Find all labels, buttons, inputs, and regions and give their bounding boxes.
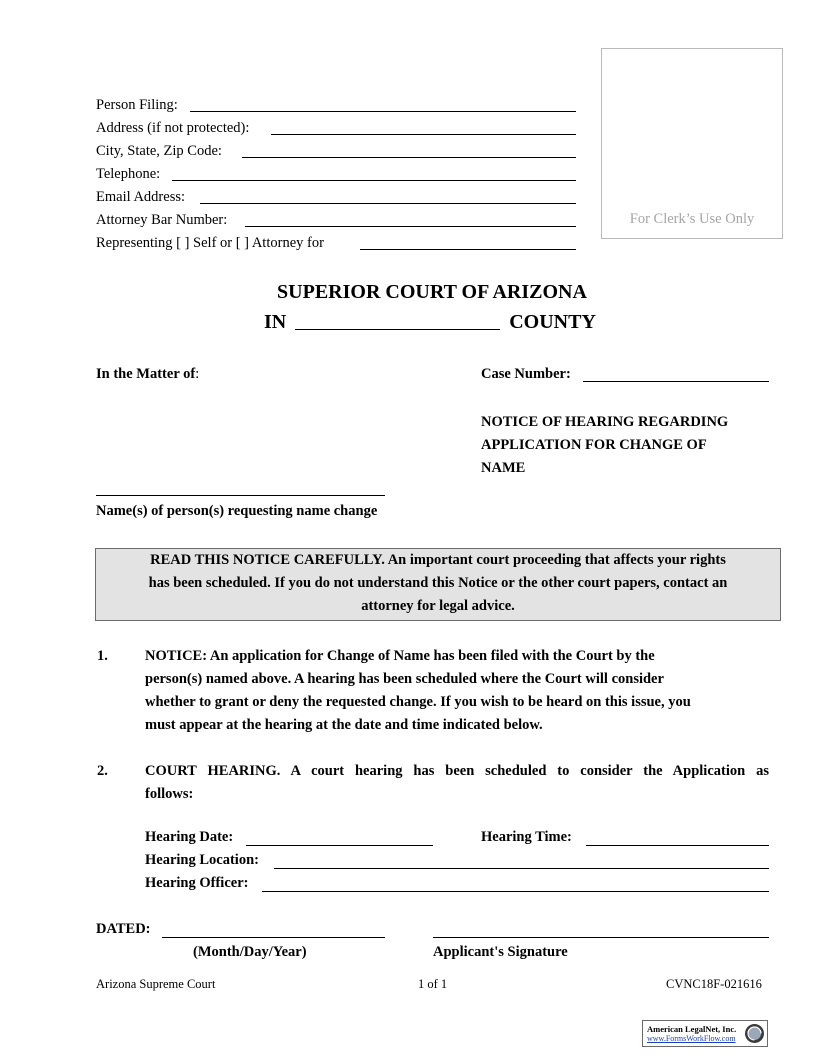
signature-field[interactable] xyxy=(433,937,769,938)
county-line xyxy=(264,311,596,334)
case-number-field[interactable] xyxy=(583,381,769,382)
email-row xyxy=(96,188,185,206)
hearing-date-label: Hearing Date: xyxy=(145,829,234,845)
document-title-line: NOTICE OF HEARING REGARDING xyxy=(481,414,729,430)
document-title-line: APPLICATION FOR CHANGE OF xyxy=(481,437,707,453)
section-line: follows: xyxy=(145,786,194,802)
court-title: SUPERIOR COURT OF ARIZONA xyxy=(277,281,587,303)
address-field[interactable] xyxy=(271,134,576,135)
bar-number-field[interactable] xyxy=(245,226,576,227)
email-label: Email Address: xyxy=(96,189,186,205)
bar-number-row xyxy=(96,211,227,229)
matter-colon: : xyxy=(195,366,200,382)
section-number: 1. xyxy=(97,648,108,664)
address-label: Address (if not protected): xyxy=(96,120,250,136)
email-field[interactable] xyxy=(200,203,576,204)
representing-field[interactable] xyxy=(360,249,576,250)
section-line: NOTICE: An application for Change of Name has been filed with the Court by the xyxy=(145,648,655,664)
names-label: Name(s) of person(s) requesting name change xyxy=(96,503,378,519)
signature-caption: Applicant's Signature xyxy=(433,944,568,960)
bar-number-label: Attorney Bar Number: xyxy=(96,212,228,228)
telephone-label: Telephone: xyxy=(96,166,161,182)
case-number-label: Case Number: xyxy=(481,366,571,382)
address-row xyxy=(96,119,249,137)
logo-name: American LegalNet, Inc. xyxy=(647,1024,737,1034)
hearing-location-field[interactable] xyxy=(274,868,769,869)
representing-label[interactable]: Representing [ ] Self or [ ] Attorney for xyxy=(96,235,324,251)
hearing-officer-label: Hearing Officer: xyxy=(145,875,249,891)
city-state-zip-row xyxy=(96,142,222,160)
county-prefix: IN xyxy=(264,311,287,333)
representing-row xyxy=(96,234,324,252)
hearing-date-field[interactable] xyxy=(246,845,433,846)
section-line: must appear at the hearing at the date and time indicated below. xyxy=(145,717,543,733)
notice-line: attorney for legal advice. xyxy=(361,598,515,614)
document-title-line: NAME xyxy=(481,460,526,476)
person-filing-row xyxy=(96,96,178,114)
section-line: whether to grant or deny the requested change. If you wish to be heard on this issue, you xyxy=(145,694,691,710)
document-title xyxy=(481,411,728,480)
telephone-row xyxy=(96,165,160,183)
dated-label: DATED: xyxy=(96,921,151,937)
hearing-time-label: Hearing Time: xyxy=(481,829,572,845)
person-filing-label: Person Filing: xyxy=(96,97,178,113)
matter-label: In the Matter of xyxy=(96,366,196,382)
matter-heading xyxy=(96,366,199,383)
section-line: COURT HEARING. A court hearing has been scheduled to consider the Application as xyxy=(145,763,769,779)
clerk-use-box xyxy=(601,48,783,239)
american-legalnet-logo[interactable] xyxy=(642,1020,768,1047)
section-notice xyxy=(145,645,769,737)
city-state-zip-field[interactable] xyxy=(242,157,576,158)
notice-line: READ THIS NOTICE CAREFULLY. An important court proceeding that affects your rights xyxy=(150,552,726,568)
names-field[interactable] xyxy=(96,495,385,496)
hearing-location-label: Hearing Location: xyxy=(145,852,259,868)
person-filing-field[interactable] xyxy=(190,111,576,112)
clerk-use-label: For Clerk’s Use Only xyxy=(629,211,755,227)
city-state-zip-label: City, State, Zip Code: xyxy=(96,143,222,159)
globe-icon xyxy=(744,1023,765,1044)
footer-form-code: CVNC18F-021616 xyxy=(666,977,762,991)
telephone-field[interactable] xyxy=(172,180,576,181)
county-suffix: COUNTY xyxy=(509,311,596,333)
section-number: 2. xyxy=(97,763,108,779)
footer-court: Arizona Supreme Court xyxy=(96,977,216,991)
hearing-officer-field[interactable] xyxy=(262,891,769,892)
logo-url[interactable]: www.FormsWorkFlow.com xyxy=(647,1034,736,1043)
dated-field[interactable] xyxy=(162,937,385,938)
date-caption: (Month/Day/Year) xyxy=(193,944,307,960)
notice-line: has been scheduled. If you do not understand this Notice or the other court papers, contact an xyxy=(148,575,728,591)
section-court-hearing xyxy=(145,760,769,806)
county-field[interactable] xyxy=(295,329,500,330)
section-line: person(s) named above. A hearing has been scheduled where the Court will consider xyxy=(145,671,664,687)
notice-box xyxy=(95,548,781,621)
footer-page-number: 1 of 1 xyxy=(418,977,448,991)
hearing-time-field[interactable] xyxy=(586,845,769,846)
